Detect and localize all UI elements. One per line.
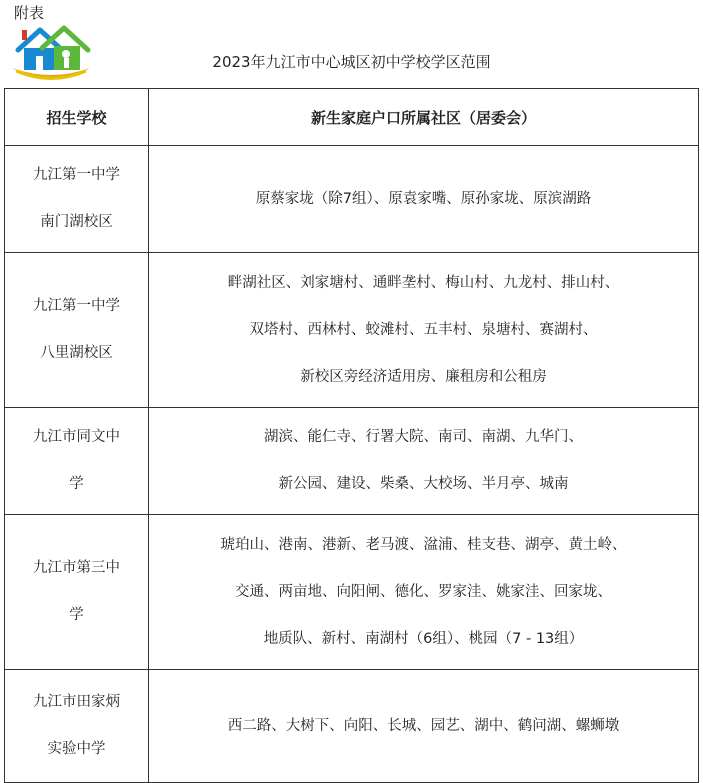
column-header-school: 招生学校	[5, 89, 149, 146]
community-line: 双塔村、西林村、蛟滩村、五丰村、泉塘村、赛湖村、	[249, 321, 598, 338]
community-cell	[149, 515, 699, 670]
community-line: 湖滨、能仁寺、行署大院、南司、南湖、九华门、	[264, 429, 583, 445]
school-name-line: 九江市第三中	[33, 560, 120, 576]
school-cell	[5, 408, 149, 515]
school-cell	[5, 515, 149, 670]
school-cell	[5, 253, 149, 408]
community-line: 交通、两亩地、向阳闸、德化、罗家洼、姚家洼、回家垅、	[235, 583, 612, 600]
school-name-line: 九江第一中学	[33, 167, 120, 183]
table-row	[5, 670, 699, 783]
table-row	[5, 515, 699, 670]
school-name-line: 九江市同文中	[33, 429, 120, 445]
school-cell	[5, 146, 149, 253]
column-header-community: 新生家庭户口所属社区（居委会）	[149, 89, 699, 146]
community-line: 畔湖社区、刘家塘村、通畔垄村、梅山村、九龙村、排山村、	[227, 274, 620, 291]
table-row	[5, 146, 699, 253]
school-name-line: 学	[69, 476, 84, 492]
school-cell	[5, 670, 149, 783]
school-district-table	[4, 88, 699, 783]
table-row	[5, 408, 699, 515]
table-header-row	[5, 89, 699, 146]
community-line: 新校区旁经济适用房、廉租房和公租房	[300, 368, 547, 385]
school-name-line: 九江市田家炳	[33, 694, 120, 710]
community-line: 原蔡家垅（除7组）、原袁家嘴、原孙家垅、原滨湖路	[255, 190, 592, 207]
community-line: 地质队、新村、南湖村（6组）、桃园（7 - 13组）	[263, 630, 584, 647]
community-line: 新公园、建设、柴桑、大校场、半月亭、城南	[278, 476, 569, 492]
community-cell	[149, 253, 699, 408]
school-name-line: 南门湖校区	[40, 214, 113, 230]
community-line: 西二路、大树下、向阳、长城、园艺、湖中、鹤问湖、螺蛳墩	[227, 717, 620, 734]
community-cell	[149, 670, 699, 783]
school-name-line: 学	[69, 607, 84, 623]
table-row	[5, 253, 699, 408]
community-cell	[149, 408, 699, 515]
attachment-label: 附表	[14, 4, 45, 22]
school-name-line: 九江第一中学	[33, 298, 120, 314]
school-name-line: 八里湖校区	[40, 345, 113, 361]
community-cell	[149, 146, 699, 253]
school-name-line: 实验中学	[47, 741, 106, 757]
community-line: 琥珀山、港南、港新、老马渡、湓浦、桂支巷、湖亭、黄土岭、	[220, 536, 627, 553]
document-title: 2023年九江市中心城区初中学校学区范围	[212, 53, 491, 71]
